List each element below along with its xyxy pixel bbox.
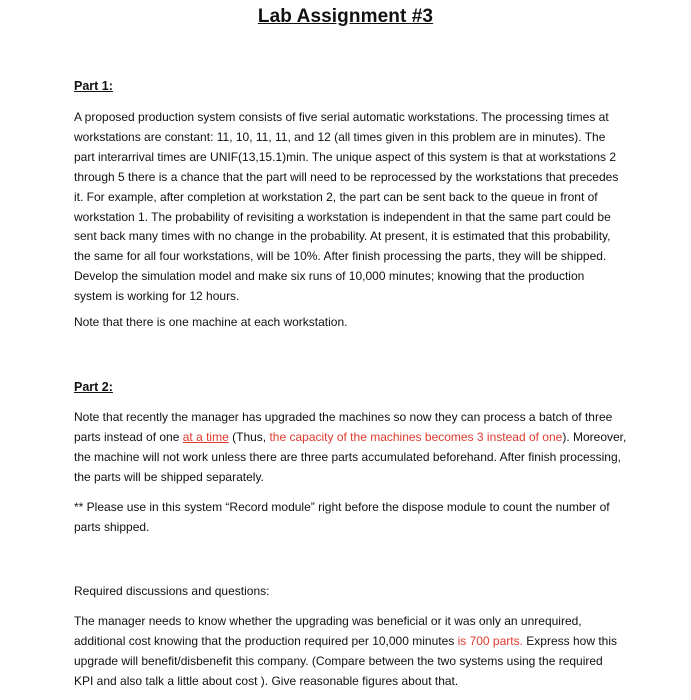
discussion-line <box>74 632 660 652</box>
record-note-line: parts shipped. <box>74 519 150 534</box>
part1-line: the same for all four workstations, will be 10%. After finish processing the parts, they will be shipped. <box>74 249 607 264</box>
part1-line: workstations are constant: 11, 10, 11, 11, and 12 (all times given in this problem are in minutes). The <box>74 129 606 144</box>
highlighted-text: the capacity of the machines becomes 3 instead of one <box>269 429 563 444</box>
part1-line: workstation 1. The probability of revisiting a workstation is independent in that the same part could be <box>74 209 611 224</box>
record-note-line: ** Please use in this system “Record module” right before the dispose module to count the number of <box>74 500 610 514</box>
part2-text: parts instead of one <box>74 429 183 444</box>
part1-line: A proposed production system consists of five serial automatic workstations. The processing times at <box>74 110 609 124</box>
part2-line: the machine will not work unless there are three parts accumulated beforehand. After finish processing, <box>74 449 621 464</box>
part2-line <box>74 428 660 448</box>
discussion-line: KPI and also talk a little about cost ). Give reasonable figures about that. <box>74 673 459 688</box>
discussion-text: Express how this <box>522 633 617 648</box>
part2-heading: Part 2: <box>74 380 113 394</box>
discussion-paragraph <box>74 612 660 692</box>
discussion-text: additional cost knowing that the production required per 10,000 minutes <box>74 633 458 648</box>
part2-line: Note that recently the manager has upgraded the machines so now they can process a batch of three <box>74 410 613 424</box>
part1-line: sent back many times with no change in the probability. At present, it is estimated that this probability, <box>74 229 611 244</box>
highlighted-text: at a time <box>182 429 229 444</box>
part1-line: Develop the simulation model and make six runs of 10,000 minutes; knowing that the production <box>74 269 585 284</box>
part1-note: Note that there is one machine at each workstation. <box>74 315 348 329</box>
highlighted-text: is 700 parts. <box>457 633 523 648</box>
part2-line: the parts will be shipped separately. <box>74 469 264 484</box>
part2-text: ). Moreover, <box>562 429 627 444</box>
discussion-line: The manager needs to know whether the upgrading was beneficial or it was only an unrequired, <box>74 614 582 628</box>
part1-line: it. For example, after completion at workstation 2, the part can be sent back to the queue in front of <box>74 189 598 204</box>
part1-paragraph <box>74 108 660 307</box>
part1-line: part interarrival times are UNIF(13,15.1)min. The unique aspect of this system is that at workstations 2 <box>74 149 617 164</box>
part1-line: through 5 there is a chance that the part will need to be reprocessed by the workstations that precedes <box>74 169 619 184</box>
page-title: Lab Assignment #3 <box>257 6 434 27</box>
part2-text: (Thus, <box>228 429 270 444</box>
discussion-line: upgrade will benefit/disbenefit this company. (Compare between the two systems using the required <box>74 653 603 668</box>
record-module-note <box>74 498 660 538</box>
part1-line: system is working for 12 hours. <box>74 289 240 304</box>
part1-heading: Part 1: <box>74 79 113 93</box>
part2-paragraph <box>74 408 660 488</box>
discussion-heading: Required discussions and questions: <box>74 584 270 598</box>
